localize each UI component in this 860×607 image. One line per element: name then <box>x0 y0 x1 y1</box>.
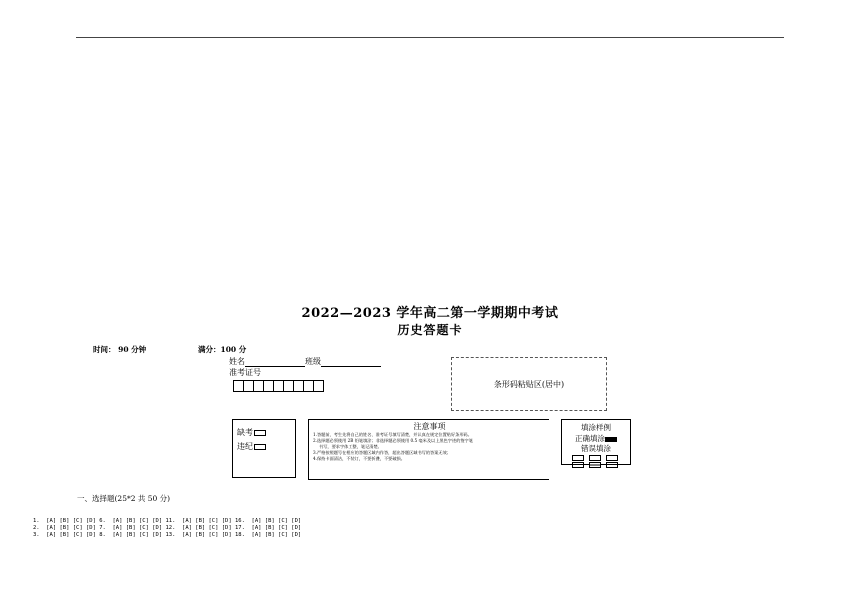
absent-violation-box <box>232 419 296 478</box>
wrong-dash-icon <box>606 455 618 461</box>
mc-row[interactable]: 1. [A] [B] [C] [D] 6. [A] [B] [C] [D] 11. [A] [B] [C] [D] 16. [A] [B] [C] [D] <box>33 518 302 524</box>
filled-bubble-icon <box>605 437 617 442</box>
absent-label: 缺考 <box>237 428 253 437</box>
id-label: 准考证号 <box>229 368 261 377</box>
wrong-line-icon <box>606 462 618 468</box>
mc-row[interactable]: 3. [A] [B] [C] [D] 8. [A] [B] [C] [D] 13. [A] [B] [C] [D] 18. [A] [B] [C] [D] <box>33 532 302 538</box>
id-number-grid[interactable] <box>233 380 323 392</box>
sample-wrong: 错误填涂 <box>581 444 611 453</box>
absent-mark[interactable] <box>237 427 266 438</box>
exam-time: 时间： 90 分钟 <box>93 345 147 354</box>
name-label: 姓名 <box>229 357 245 366</box>
notice-item-1: 1.答题前，考生先将自己的姓名、准考证号填写清楚，并认真在规定位置贴好条形码。 <box>313 432 472 437</box>
barcode-label: 条形码粘贴区(居中) <box>493 379 565 389</box>
notice-box <box>308 419 549 480</box>
wrong-center-icon <box>589 462 601 468</box>
card-title: 历史答题卡 <box>397 323 463 337</box>
full-score: 满分：100 分 <box>198 345 247 354</box>
wrong-cross-icon <box>589 455 601 461</box>
sample-title: 填涂样例 <box>581 423 611 432</box>
violation-label: 违纪 <box>237 442 253 451</box>
notice-item-2b: 书写，要求字体工整，笔记清楚。 <box>319 444 382 449</box>
violation-mark[interactable] <box>237 441 266 452</box>
absent-checkbox[interactable] <box>254 430 266 436</box>
sample-correct: 正确填涂 <box>562 433 630 444</box>
notice-item-2: 2.选择题必须使用 2B 铅笔填涂；非选择题必须使用 0.5 毫米及以上黑色字迹的签字笔 <box>313 438 473 443</box>
wrong-partial-icon <box>572 462 584 468</box>
notice-item-3: 3.严格按照题号在相应的答题区域内作答，超出答题区域书写的答案无效； <box>313 450 451 455</box>
mc-row[interactable]: 2. [A] [B] [C] [D] 7. [A] [B] [C] [D] 12. [A] [B] [C] [D] 17. [A] [B] [C] [D] <box>33 525 302 531</box>
class-label: 班级 <box>305 357 321 366</box>
notice-item-4: 4.保持卡面清洁，不装订，不要折叠，不要破损。 <box>313 456 405 461</box>
barcode-area <box>451 357 607 411</box>
notice-title: 注意事项 <box>413 422 446 431</box>
violation-checkbox[interactable] <box>254 444 266 450</box>
exam-title: 2022—2023 学年高二第一学期期中考试 <box>301 306 559 321</box>
section-1-title: 一、选择题(25*2 共 50 分) <box>77 494 171 503</box>
header-rule <box>76 37 784 38</box>
mc-grid[interactable] <box>33 518 301 539</box>
name-field[interactable] <box>229 356 381 367</box>
wrong-check-icon <box>572 455 584 461</box>
fill-sample-box <box>561 419 631 465</box>
